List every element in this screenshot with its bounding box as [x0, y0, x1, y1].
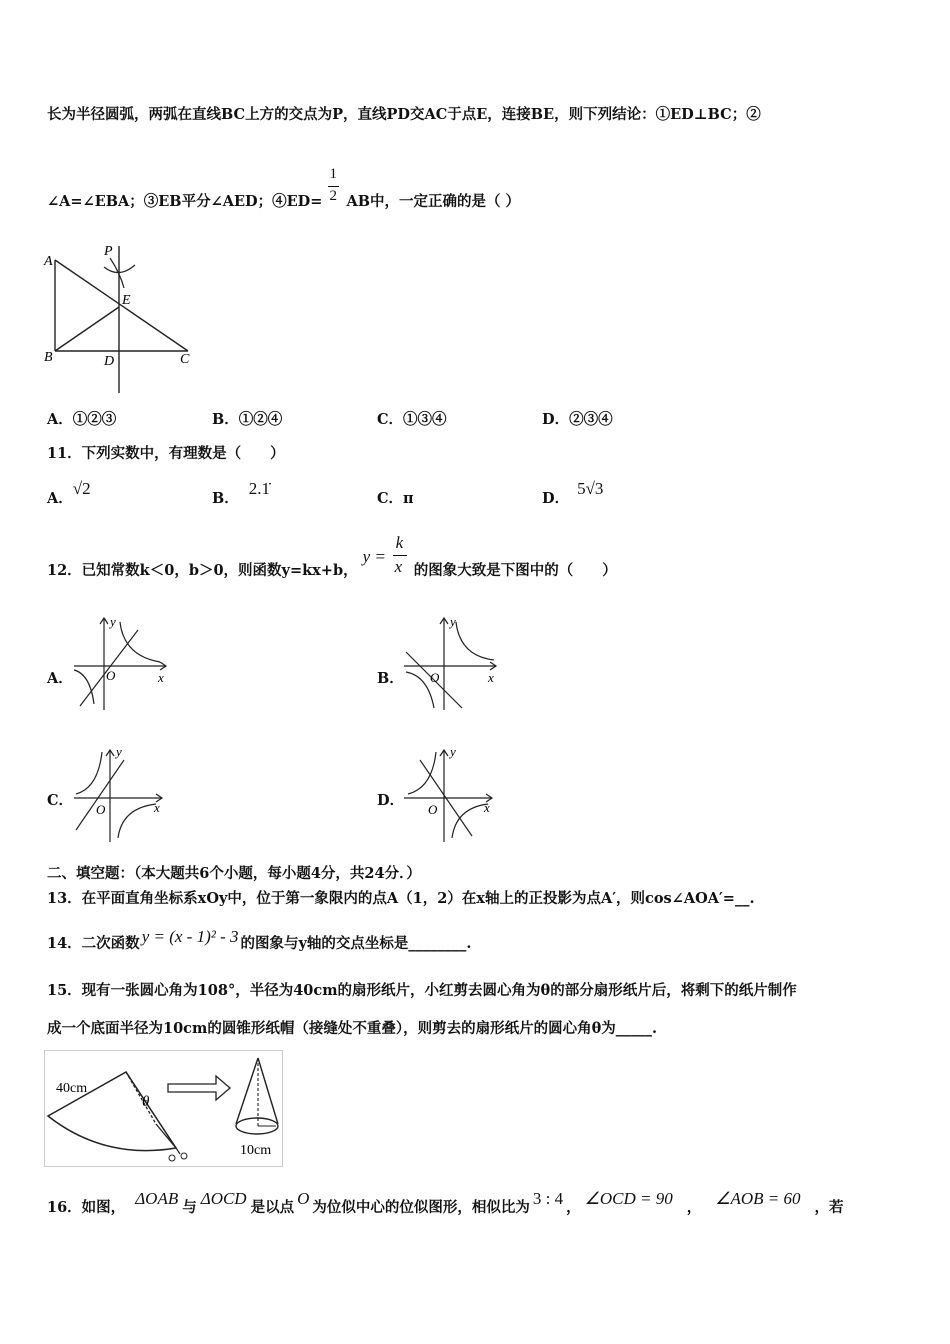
q10-fraction-den: 2 [329, 188, 337, 204]
q10-option-c[interactable] [377, 408, 447, 429]
q15-sector-cone-figure [44, 1050, 284, 1168]
q14-text-b: 的图象与y轴的交点坐标是________. [240, 935, 472, 952]
q12-formula-y: y = [362, 547, 386, 566]
label-B: B [44, 350, 53, 365]
fig-base-label: 10cm [240, 1143, 272, 1158]
axis-x: x [484, 800, 490, 815]
option-key: D． [542, 411, 570, 428]
option-text: ②③④ [569, 411, 613, 428]
option-text: 5√3 [577, 479, 604, 498]
option-key: A． [47, 411, 73, 428]
option-key: C． [377, 490, 404, 507]
q15-line1: 15．现有一张圆心角为108°，半径为40cm的扇形纸片，小红剪去圆心角为θ的部分扇形纸片后，将剩下的纸片制作 [47, 982, 797, 999]
option-key: D． [542, 490, 570, 507]
q16-t5: ， [566, 1199, 581, 1216]
axis-y: y [110, 614, 116, 629]
q12-graph-b [402, 612, 502, 712]
q16-t3: 是以点 [250, 1199, 295, 1216]
origin: O [430, 670, 440, 685]
q14-formula: y = (x - 1)² - 3 [141, 927, 239, 946]
fig-theta-label: θ [142, 1094, 150, 1110]
q10-fraction-bar [328, 186, 339, 187]
q12-formula-num: k [395, 533, 404, 552]
q16-t7: ，若 [814, 1199, 844, 1216]
axis-y: y [450, 744, 456, 759]
q16-t1: 16．如图， [47, 1199, 126, 1216]
q10-option-d[interactable] [542, 408, 613, 429]
q10-option-b[interactable] [212, 408, 282, 429]
option-text: ①②③ [72, 411, 117, 428]
q10-line2-b: AB中，一定正确的是（ ） [346, 193, 521, 210]
option-key: A． [47, 490, 73, 507]
q14-text-a: 14．二次函数 [47, 935, 140, 952]
q16-f4: 3 : 4 [532, 1189, 564, 1208]
q10-option-a[interactable] [47, 408, 116, 429]
axis-x: x [488, 670, 494, 685]
q12-option-a[interactable]: A． [47, 670, 73, 687]
q12-formula-den: x [394, 557, 403, 576]
label-A: A [44, 254, 53, 269]
q16-f2: ΔOCD [200, 1189, 247, 1208]
q10-fraction-num: 1 [329, 166, 337, 182]
q11-option-b[interactable] [212, 478, 271, 507]
q14-text [47, 927, 472, 953]
q12-stem [47, 533, 617, 580]
q16-f1: ΔOAB [135, 1189, 179, 1208]
q11-option-c[interactable] [377, 487, 414, 508]
option-text: √2 [72, 479, 91, 498]
origin: O [106, 668, 116, 683]
q16-f6: ∠AOB = 60 [715, 1189, 801, 1208]
q16-t6: ， [686, 1199, 702, 1216]
option-key: B． [212, 411, 239, 428]
option-text: π [403, 490, 414, 507]
section-heading: 二、填空题：（本大题共6个小题，每小题4分，共24分．） [47, 865, 421, 882]
q11-option-d[interactable] [542, 478, 604, 507]
axis-x: x [154, 800, 160, 815]
q16-text [47, 1189, 844, 1217]
axis-x: x [158, 670, 164, 685]
option-text: 2.1̇ [248, 479, 271, 498]
q13-text: 13．在平面直角坐标系xOy中，位于第一象限内的点A（1，2）在x轴上的正投影为点A′，则cos∠AOA′=__. [47, 890, 755, 907]
q10-fraction [327, 166, 341, 206]
q16-f5: ∠OCD = 90 [584, 1189, 673, 1208]
origin: O [96, 802, 106, 817]
option-text: ①②④ [238, 411, 283, 428]
q15-line2: 成一个底面半径为10cm的圆锥形纸帽（接缝处不重叠），则剪去的扇形纸片的圆心角θ为_____. [47, 1020, 658, 1037]
origin: O [428, 802, 438, 817]
axis-y: y [450, 614, 456, 629]
option-text: ①③④ [403, 411, 447, 428]
q12-graph-a [72, 612, 172, 712]
label-E: E [122, 293, 131, 308]
q12-graph-c [72, 744, 172, 844]
fig-radius-label: 40cm [56, 1081, 88, 1096]
q11-stem: 11．下列实数中，有理数是（ ） [47, 445, 285, 462]
q12-stem-a: 12．已知常数k＜0，b＞0，则函数y=kx+b， [47, 562, 358, 579]
label-C: C [180, 352, 190, 367]
q12-option-d[interactable]: D． [377, 792, 405, 809]
q10-line1: 长为半径圆弧，两弧在直线BC上方的交点为P，直线PD交AC于点E，连接BE，则下列结论：①ED⊥BC；② [47, 106, 761, 123]
option-key: C． [377, 411, 404, 428]
q12-option-b[interactable]: B． [377, 670, 404, 687]
q10-triangle-figure [40, 243, 200, 395]
q12-option-c[interactable]: C． [47, 792, 74, 809]
q12-graph-d [402, 744, 502, 844]
q12-formula-bar [393, 555, 407, 556]
q16-t2: 与 [182, 1199, 197, 1216]
option-key: B． [212, 490, 239, 507]
q10-line2-a: ∠A=∠EBA；③EB平分∠AED；④ED= [47, 193, 323, 210]
q12-stem-b: 的图象大致是下图中的（ ） [413, 562, 617, 579]
q16-f3: O [297, 1189, 310, 1208]
q11-option-a[interactable] [47, 478, 91, 507]
label-D: D [104, 354, 115, 369]
axis-y: y [116, 744, 122, 759]
q12-formula [362, 533, 409, 576]
q16-t4: 为位似中心的位似图形，相似比为 [312, 1199, 530, 1216]
q10-line2 [47, 166, 521, 211]
label-P: P [104, 244, 113, 259]
